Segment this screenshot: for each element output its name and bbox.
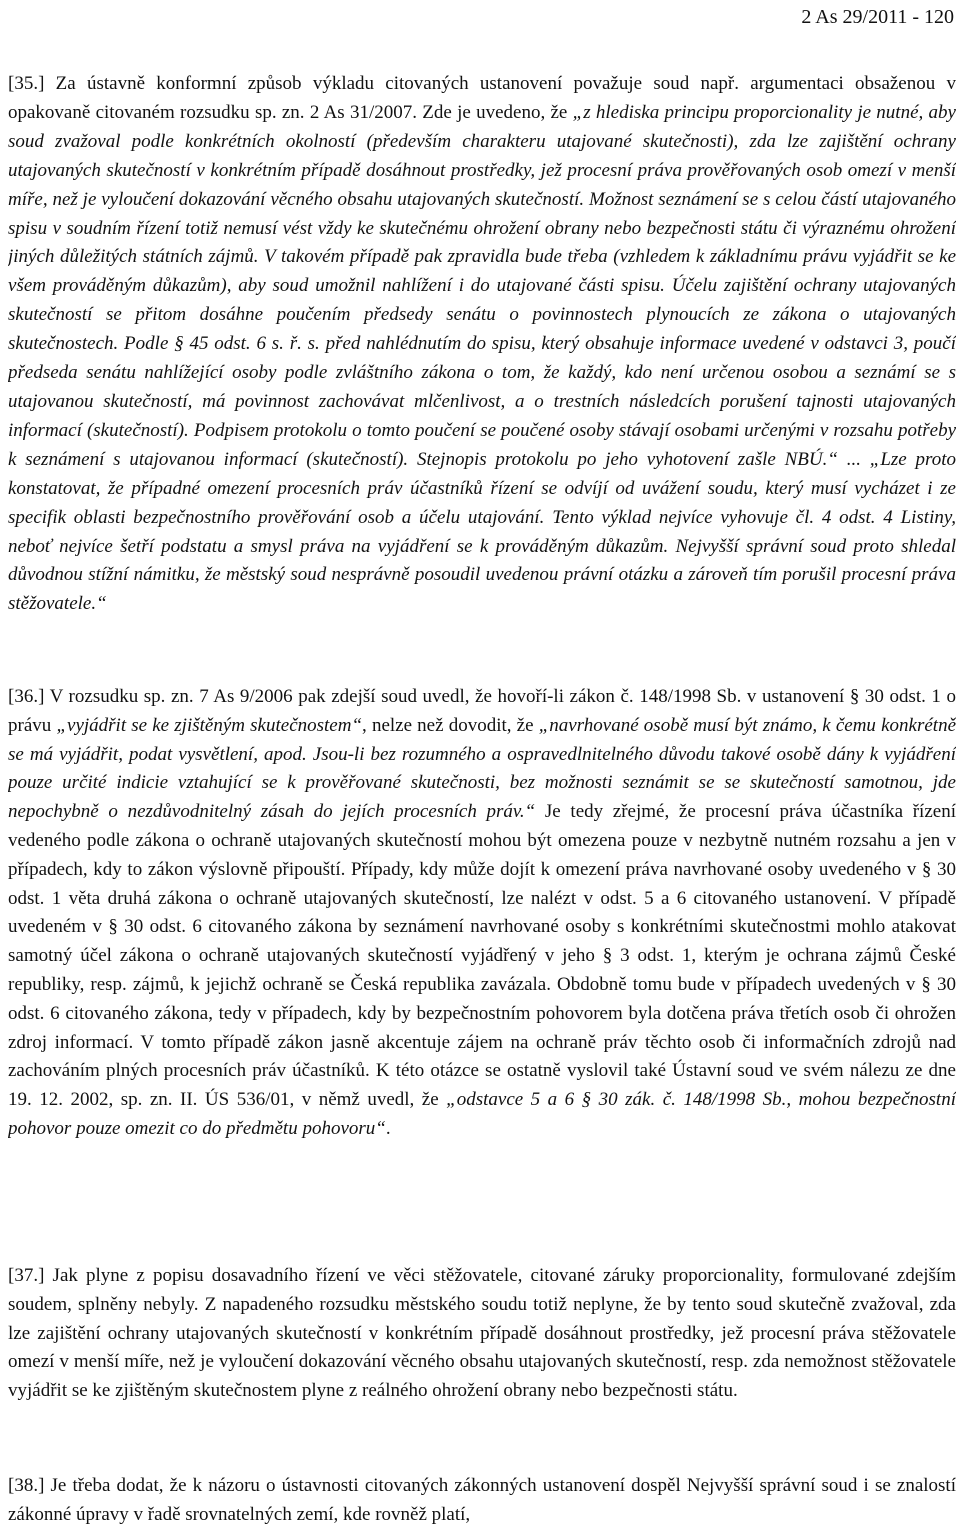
paragraph-text: V rozsudku sp. zn. 7 As 9/2006 pak zdejší soud uvedl, že hovoří-li zákon č. 148/1998 Sb. v ustanovení § 30 odst. 1 o právu: [8, 686, 956, 736]
paragraph-number: [35.]: [8, 73, 45, 94]
case-reference-header: 2 As 29/2011 - 120: [801, 6, 954, 28]
paragraph-number: [38.]: [8, 1475, 45, 1496]
paragraph-35: [8, 70, 956, 676]
paragraph-text: Jak plyne z popisu dosavadního řízení ve věci stěžovatele, citované záruky proporcionality, formulované zdejším soudem, splněny nebyly. Z napadeného rozsudku městského soudu totiž neplyne, že by tento soud skutečně zvažoval, zda lze zajištění ochrany utajovaných skutečností v konkrétním případě dosáhnout prostředky, jež procesní práva stěžovatele omezí v menší míře, než je vyloučení dokazování věcného obsahu utajovaných skutečností, resp. zda nemožnost stěžovatele vyjádřit se ke zjištěným skutečnostem plyne z reálného ohrožení obrany nebo bezpečnosti státu.: [8, 1265, 956, 1402]
paragraph-38: [8, 1472, 956, 1530]
quoted-constitutional-court-text: „odstavce 5 a 6 § 30 zák. č. 148/1998 Sb., mohou bezpečnostní pohovor pouze omezit co do předmětu pohovoru“: [8, 1089, 956, 1139]
paragraph-text: , nelze než dovodit, že: [362, 714, 539, 736]
quoted-law-text: „vyjádřit se ke zjištěným skutečnostem“: [56, 714, 363, 736]
paragraph-text: Je tedy zřejmé, že procesní práva účastníka řízení vedeného podle zákona o ochraně utajovaných skutečností mohou být omezena pouze v nezbytně nutném rozsahu a jen v případech, kdy to zákon výslovně připouští. Případy, kdy může dojít k omezení práva navrhované osoby uvedeného v § 30 odst. 1 věta druhá zákona o ochraně utajovaných skutečností, lze nalézt v odst. 5 a 6 citovaného ustanovení. V případě uvedeném v § 30 odst. 6 citovaného zákona by seznámení navrhované osoby s konkrétními skutečnostmi mohlo atakovat samotný účel zákona o ochraně utajovaných skutečností vyjádřený v jeho § 3 odst. 1, kterým je ochrana zájmů České republiky, resp. zájmů, k jejichž ochraně se Česká republika zavázala. Obdobně tomu bude v případech uvedených v § 30 odst. 6 citovaného zákona, tedy v případech, kdy by bezpečnostním pohovorem byla dotčena práva třetích osob či ohrožen zdroj informací. V tomto případě zákon jasně akcentuje zájem na ochraně práv těchto osob či informačních zdrojů nad zachováním plných procesních práv účastníků. K této otázce se ostatně vyslovil také Ústavní soud ve svém nálezu ze dne 19. 12. 2002, sp. zn. II. ÚS 536/01, v němž uvedl, že: [8, 801, 956, 1111]
quoted-judgment-text: „z hlediska principu proporcionality je nutné, aby soud zvažoval podle konkrétních okolností (především charakteru utajované skutečnosti), zda lze zajištění ochrany utajovaných skutečností v konkrétním případě dosáhnout prostředky, jež procesní práva prověřovaných osob omezí v menší míře, než je vyloučení dokazování věcného obsahu utajovaných skutečností. Možnost seznámení se s celou částí utajovaného spisu v soudním řízení totiž nemusí vést vždy ke skutečnému ohrožení obrany nebo bezpečnosti státu či výraznému ohrožení jiných důležitých státních zájmů. V takovém případě pak zpravidla bude třeba (vzhledem k základnímu právu vyjádřit se ke všem prováděným důkazům), aby soud umožnil nahlížení i do utajované části spisu. Účelu zajištění ochrany utajovaných skutečností se přitom dosáhne poučením předsedy senátu o povinnostech plynoucích ze zákona o utajovaných skutečnostech. Podle § 45 odst. 6 s. ř. s. před nahlédnutím do spisu, který obsahuje informace uvedené v odstavci 3, poučí předseda senátu nahlížející osoby podle zvláštního zákona o tom, že každý, kdo není určenou osobou a seznámí se s utajovanou skutečností, má povinnost zachovávat mlčenlivost, a o trestních následcích porušení tajnosti utajovaných informací (skutečností). Podpisem protokolu o tomto poučení se poučené osoby stávají osobami určenými v rozsahu potřeby k seznámení s utajovanou informací (skutečností). Stejnopis protokolu po jeho vyhotovení zašle NBÚ.“ ... „Lze proto konstatovat, že případné omezení procesních práv účastníků řízení se odvíjí od uvážení soudu, který musí vycházet i ze specifik oblasti bezpečnostního prověřování osob a účelu utajování. Tento výklad nejvíce vyhovuje čl. 4 odst. 4 Listiny, neboť nejvíce šetří podstatu a smysl práva na vyjádření se k prováděným důkazům. Nejvyšší správní soud proto shledal důvodnou stížní námitku, že městský soud nesprávně posoudil uvedenou právní otázku a zároveň tím porušil procesní práva stěžovatele.“: [8, 101, 956, 615]
paragraph-number: [36.]: [8, 686, 45, 707]
paragraph-37: [8, 1262, 956, 1464]
quoted-judgment-text: „navrhované osobě musí být známo, k čemu konkrétně se má vyjádřit, podat vysvětlení, apod. Jsou-li bez rozumného a ospravedlnitelného důvodu takové osobě dány k vyjádření pouze určité indicie vztahující se k prověřované skutečnosti, bez možnosti seznámit se se skutečností samotnou, jde nepochybně o nezdůvodnitelný zásah do jejích procesních práv.“: [8, 714, 956, 823]
paragraph-text: .: [385, 1117, 391, 1139]
paragraph-text: Za ústavně konformní způsob výkladu citovaných ustanovení považuje soud např. argumentaci obsaženou v opakovaně citovaném rozsudku sp. zn. 2 As 31/2007. Zde je uvedeno, že: [8, 73, 956, 123]
paragraph-number: [37.]: [8, 1265, 45, 1286]
paragraph-36: [8, 683, 956, 1259]
paragraph-text: Je třeba dodat, že k názoru o ústavnosti citovaných zákonných ustanovení dospěl Nejvyšší správní soud i se znalostí zákonné úpravy v řadě srovnatelných zemí, kde rovněž platí,: [8, 1475, 956, 1525]
